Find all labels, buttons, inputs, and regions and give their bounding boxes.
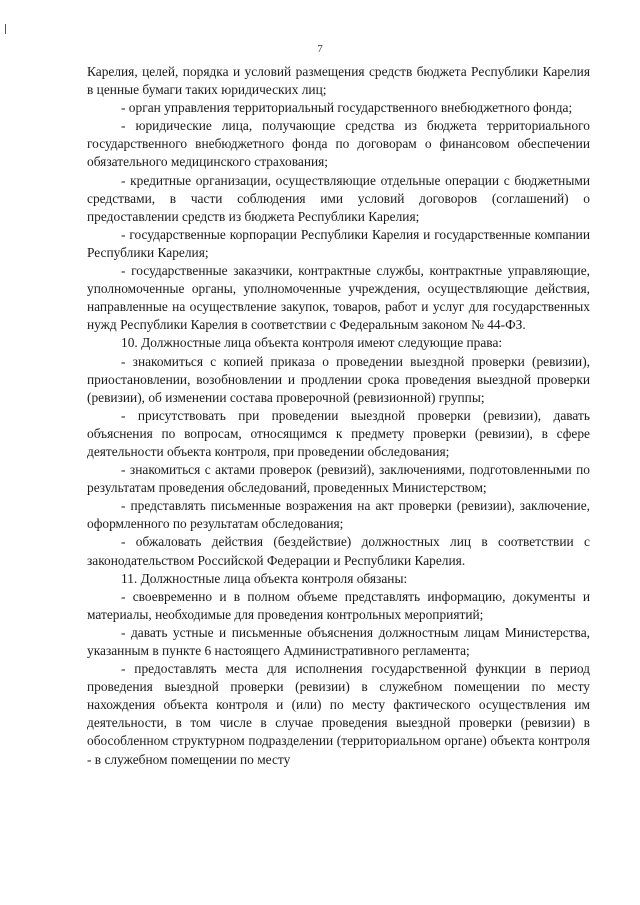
paragraph: - знакомиться с актами проверок (ревизий), заключениями, подготовленными по результатам проведения обследований, проведенных Министерством; (87, 462, 590, 496)
paragraph: - своевременно и в полном объеме представлять информацию, документы и материалы, необходимые для проведения контрольных мероприятий; (87, 588, 590, 622)
paragraph: 11. Должностные лица объекта контроля обязаны: (121, 570, 408, 586)
paragraph: - предоставлять места для исполнения государственной функции в период проведения выездной проверки (ревизии) в служебном помещении по месту нахождения объекта контроля и (или) по месту фактического осуществления им деятельности, в том числе в случае проведения выездной проверки (ревизии) в обособленном структурном подразделении (территориальном органе) объекта контроля - в служебном помещении по месту (87, 661, 590, 767)
paragraph: - знакомиться с копией приказа о проведении выездной проверки (ревизии), приостановлении, возобновлении и продлении срока проведения выездной проверки (ревизии), об изменении состава проверочной (ревизионной) группы; (87, 353, 590, 405)
page-number: 7 (317, 43, 323, 55)
paragraph: - юридические лица, получающие средства из бюджета территориального государственного внебюджетного фонда по договорам о финансовом обеспечении обязательного медицинского страхования; (87, 118, 590, 170)
paragraph: - государственные заказчики, контрактные службы, контрактные управляющие, уполномоченные органы, уполномоченные учреждения, осуществляющие действия, направленные на осуществление закупок, товаров, работ и услуг для государственных нужд Республики Карелия в соответствии с Федеральным законом № 44-ФЗ. (87, 263, 590, 333)
scan-edge-mark (5, 24, 6, 34)
paragraph: 10. Должностные лица объекта контроля имеют следующие права: (121, 335, 503, 351)
paragraph: - орган управления территориальный государственного внебюджетного фонда; (121, 100, 573, 116)
paragraph: - давать устные и письменные объяснения должностным лицам Министерства, указанным в пункте 6 настоящего Административного регламента; (87, 624, 590, 658)
paragraph: - обжаловать действия (бездействие) должностных лиц в соответствии с законодательством Российской Федерации и Республики Карелия. (87, 534, 590, 568)
paragraph: - представлять письменные возражения на акт проверки (ревизии), заключение, оформленного по результатам обследования; (87, 498, 590, 532)
paragraph: - присутствовать при проведении выездной проверки (ревизии), давать объяснения по вопросам, относящимся к предмету проверки (ревизии), в сфере деятельности объекта контроля, при проведении обследования; (87, 407, 590, 459)
paragraph: Карелия, целей, порядка и условий размещения средств бюджета Республики Карелия в ценные бумаги таких юридических лиц; (87, 64, 590, 98)
document-body (87, 63, 590, 769)
paragraph: - государственные корпорации Республики Карелия и государственные компании Республики Карелия; (87, 226, 590, 260)
paragraph: - кредитные организации, осуществляющие отдельные операции с бюджетными средствами, в части соблюдения ими условий договоров (соглашений) о предоставлении средств из бюджета Республики Карелия; (87, 172, 590, 224)
